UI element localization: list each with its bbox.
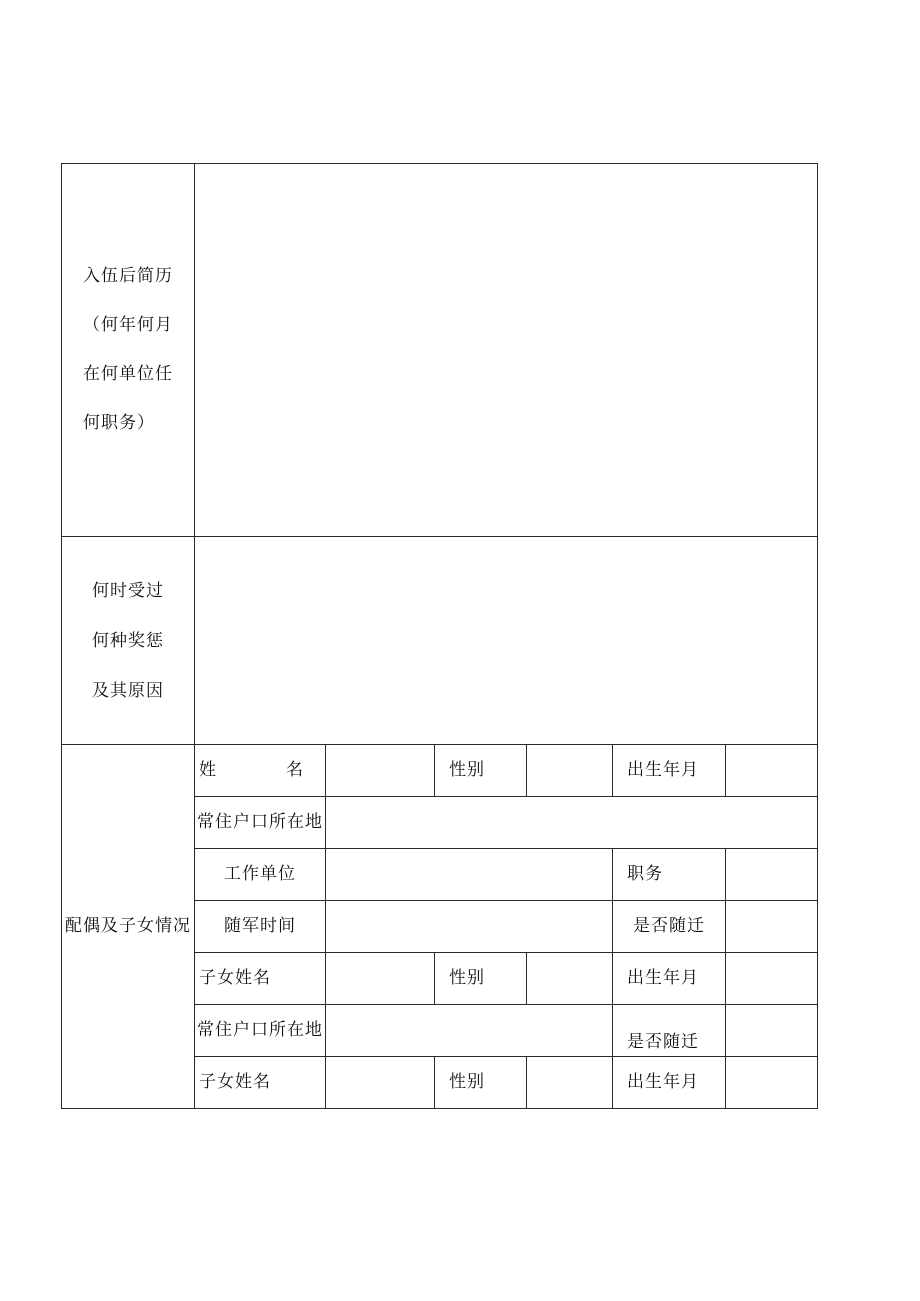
- child1-hukou-field[interactable]: [326, 1005, 613, 1057]
- resume-field[interactable]: [195, 164, 818, 537]
- spouse-gender-field[interactable]: [527, 745, 613, 797]
- resume-label-line-1: 入伍后简历: [83, 266, 173, 286]
- child1-name-label: 子女姓名: [195, 953, 326, 1005]
- spouse-position-label: 职务: [613, 849, 726, 901]
- resume-label-line-4: 何职务）: [83, 413, 155, 433]
- child1-name-field[interactable]: [326, 953, 435, 1005]
- spouse-join-time-label: 随军时间: [195, 901, 326, 953]
- spouse-hukou-field[interactable]: [326, 797, 818, 849]
- child1-birth-label: 出生年月: [613, 953, 726, 1005]
- family-section-label: 配偶及子女情况: [62, 745, 195, 1109]
- awards-label: [62, 537, 195, 745]
- resume-label: [62, 164, 195, 537]
- child2-gender-label: 性别: [435, 1057, 527, 1109]
- child2-name-field[interactable]: [326, 1057, 435, 1109]
- spouse-name-label: [195, 745, 326, 797]
- child1-relocate-field[interactable]: [726, 1005, 818, 1057]
- resume-row: [62, 164, 818, 537]
- spouse-name-label-1: 姓: [199, 759, 216, 780]
- child2-name-label: 子女姓名: [195, 1057, 326, 1109]
- spouse-gender-label: 性别: [435, 745, 527, 797]
- awards-field[interactable]: [195, 537, 818, 745]
- spouse-birth-label: 出生年月: [613, 745, 726, 797]
- spouse-position-field[interactable]: [726, 849, 818, 901]
- family-info-form: [61, 163, 818, 1109]
- resume-label-line-3: 在何单位任: [83, 364, 173, 384]
- child2-gender-field[interactable]: [527, 1057, 613, 1109]
- spouse-birth-field[interactable]: [726, 745, 818, 797]
- child1-hukou-label: 常住户口所在地: [195, 1005, 326, 1057]
- spouse-relocate-label: 是否随迁: [613, 901, 726, 953]
- child1-birth-field[interactable]: [726, 953, 818, 1005]
- spouse-join-time-field[interactable]: [326, 901, 613, 953]
- spouse-work-unit-field[interactable]: [326, 849, 613, 901]
- spouse-relocate-field[interactable]: [726, 901, 818, 953]
- child1-gender-field[interactable]: [527, 953, 613, 1005]
- awards-label-line-3: 及其原因: [92, 680, 164, 701]
- child1-gender-label: 性别: [435, 953, 527, 1005]
- resume-label-line-2: （何年何月: [83, 315, 173, 335]
- spouse-hukou-label: 常住户口所在地: [195, 797, 326, 849]
- spouse-name-field[interactable]: [326, 745, 435, 797]
- child1-relocate-label: 是否随迁: [613, 1005, 726, 1057]
- child2-birth-label: 出生年月: [613, 1057, 726, 1109]
- awards-label-line-2: 何种奖惩: [92, 630, 164, 651]
- spouse-name-row: [62, 745, 818, 797]
- spouse-work-unit-label: 工作单位: [195, 849, 326, 901]
- awards-label-line-1: 何时受过: [92, 580, 164, 601]
- child2-birth-field[interactable]: [726, 1057, 818, 1109]
- spouse-name-label-2: 名: [286, 759, 303, 780]
- awards-row: [62, 537, 818, 745]
